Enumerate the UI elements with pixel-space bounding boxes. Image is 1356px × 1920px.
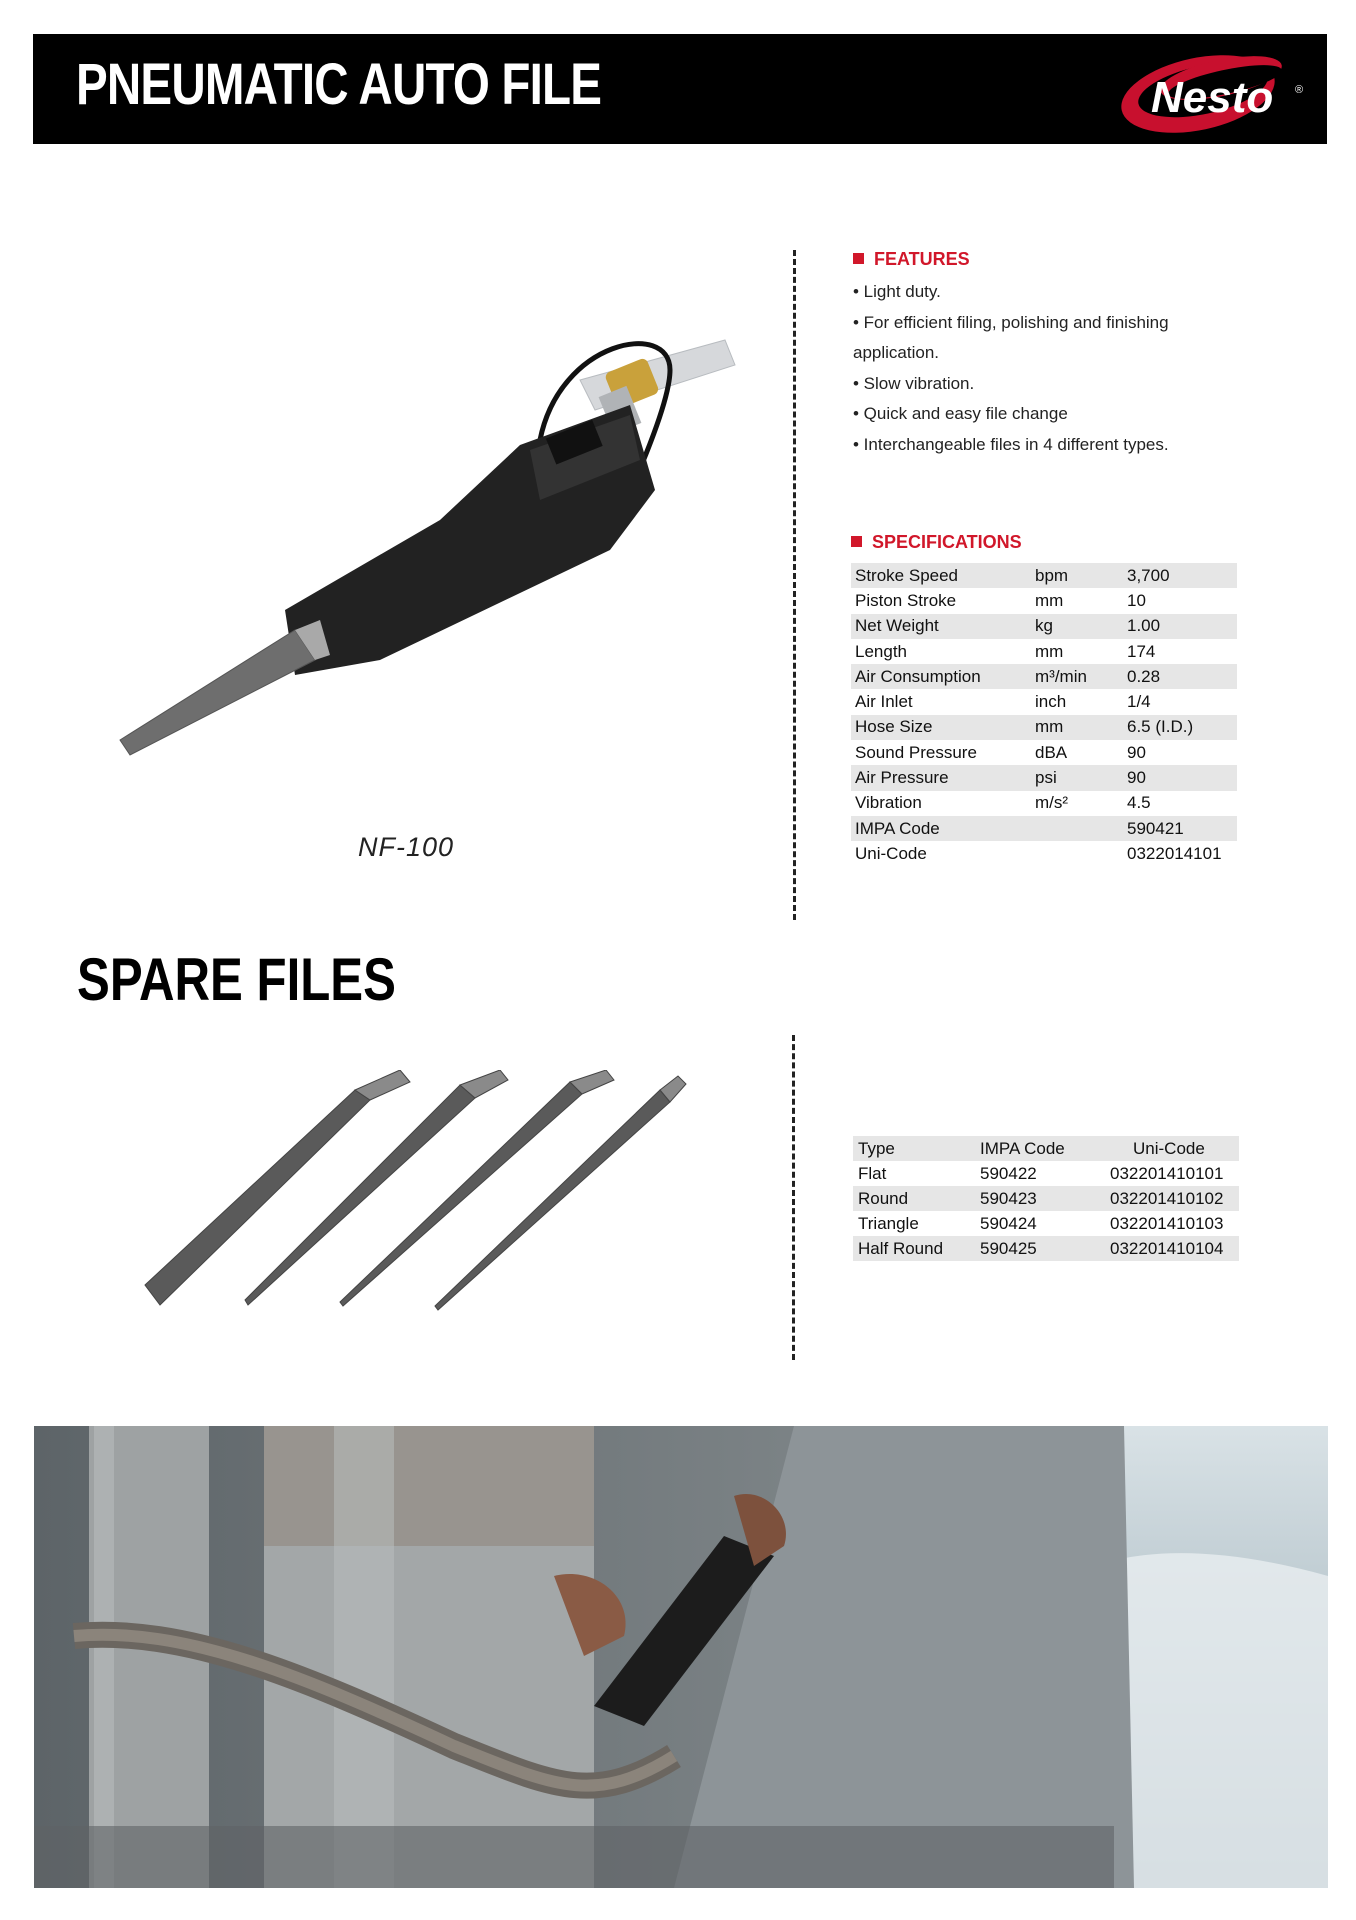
file-type: Half Round [853, 1236, 975, 1261]
file-type: Round [853, 1186, 975, 1211]
header-bar [33, 34, 1327, 144]
column-header: Type [853, 1136, 975, 1161]
spec-value: 90 [1123, 765, 1237, 790]
spec-value: 590421 [1123, 816, 1237, 841]
spec-label: Length [855, 641, 907, 661]
divider-bottom [792, 1035, 795, 1360]
feature-item: application. [853, 343, 940, 362]
table-row [851, 841, 1237, 866]
features-list [853, 277, 1169, 460]
table-header-row [853, 1136, 1239, 1161]
spec-label: Sound Pressure [855, 742, 977, 762]
table-row [851, 791, 1237, 816]
table-row [851, 740, 1237, 765]
spec-label: Stroke Speed [851, 563, 1031, 588]
spec-value: 174 [1127, 641, 1156, 661]
spec-value: 3,700 [1123, 563, 1237, 588]
table-row [851, 614, 1237, 639]
spare-files-image [130, 1070, 720, 1320]
table-row [851, 639, 1237, 664]
column-header: IMPA Code [975, 1136, 1105, 1161]
spec-unit [1031, 841, 1123, 866]
spec-label: IMPA Code [851, 816, 1031, 841]
features-heading [853, 250, 970, 268]
table-row [851, 689, 1237, 714]
spec-unit: dBA [1035, 742, 1068, 762]
feature-item: • Slow vibration. [853, 373, 975, 393]
feature-item: • Quick and easy file change [853, 404, 1068, 423]
feature-item: • For efficient filing, polishing and finishing [853, 312, 1169, 332]
table-row [851, 816, 1237, 841]
spec-label: Net Weight [851, 614, 1031, 639]
uni-code: 032201410102 [1105, 1186, 1239, 1211]
file-type: Triangle [858, 1213, 919, 1233]
feature-item: • Interchangeable files in 4 different types. [853, 434, 1169, 454]
spec-unit: m³/min [1031, 664, 1123, 689]
impa-code: 590423 [975, 1186, 1105, 1211]
impa-code: 590425 [975, 1236, 1105, 1261]
feature-item: • Light duty. [853, 282, 941, 301]
spare-files-heading: SPARE FILES [77, 946, 396, 1013]
spare-files-table [853, 1136, 1239, 1261]
impa-code: 590424 [980, 1213, 1037, 1233]
specifications-table [851, 563, 1237, 867]
divider-top [793, 250, 796, 920]
uni-code: 032201410104 [1105, 1236, 1239, 1261]
table-row [851, 563, 1237, 588]
brand-name: Nesto [1151, 73, 1274, 122]
spec-unit [1031, 816, 1123, 841]
spec-label: Air Consumption [851, 664, 1031, 689]
spec-unit: bpm [1031, 563, 1123, 588]
spec-label: Uni-Code [855, 843, 927, 863]
spec-value: 1/4 [1127, 692, 1151, 712]
spec-label: Piston Stroke [855, 590, 957, 610]
spec-value: 10 [1127, 590, 1146, 610]
spec-unit: mm [1031, 715, 1123, 740]
spec-unit: inch [1035, 692, 1067, 712]
spec-label: Air Pressure [851, 765, 1031, 790]
specifications-heading-text: SPECIFICATIONS [872, 532, 1022, 552]
table-row [851, 588, 1237, 613]
specifications-heading [851, 533, 1022, 551]
usage-photo [34, 1426, 1328, 1888]
bullet-square-icon [851, 536, 862, 547]
spec-unit: kg [1031, 614, 1123, 639]
column-header: Uni-Code [1105, 1136, 1239, 1161]
spec-label: Hose Size [851, 715, 1031, 740]
pneumatic-file-image [110, 330, 750, 770]
spec-value: 4.5 [1127, 793, 1151, 813]
spec-unit: psi [1031, 765, 1123, 790]
table-row [853, 1161, 1239, 1186]
spec-value: 0322014101 [1127, 843, 1222, 863]
spec-value: 0.28 [1123, 664, 1237, 689]
impa-code: 590422 [980, 1163, 1037, 1183]
model-number: NF-100 [358, 832, 455, 862]
spec-unit: m/s² [1035, 793, 1069, 813]
spec-label: Vibration [855, 793, 922, 813]
spec-value: 90 [1127, 742, 1146, 762]
spec-unit: mm [1035, 590, 1064, 610]
spec-value: 6.5 (I.D.) [1123, 715, 1237, 740]
features-heading-text: FEATURES [874, 249, 970, 269]
table-row [851, 765, 1237, 790]
spec-value: 1.00 [1123, 614, 1237, 639]
table-row [853, 1236, 1239, 1261]
registered-mark: ® [1295, 84, 1304, 96]
spec-label: Air Inlet [855, 692, 913, 712]
table-row [853, 1186, 1239, 1211]
page-title: PNEUMATIC AUTO FILE [76, 52, 602, 117]
uni-code: 032201410101 [1110, 1163, 1224, 1183]
bullet-square-icon [853, 253, 864, 264]
table-row [853, 1211, 1239, 1236]
file-type: Flat [858, 1163, 887, 1183]
spec-unit: mm [1035, 641, 1064, 661]
table-row [851, 715, 1237, 740]
uni-code: 032201410103 [1110, 1213, 1224, 1233]
table-row [851, 664, 1237, 689]
